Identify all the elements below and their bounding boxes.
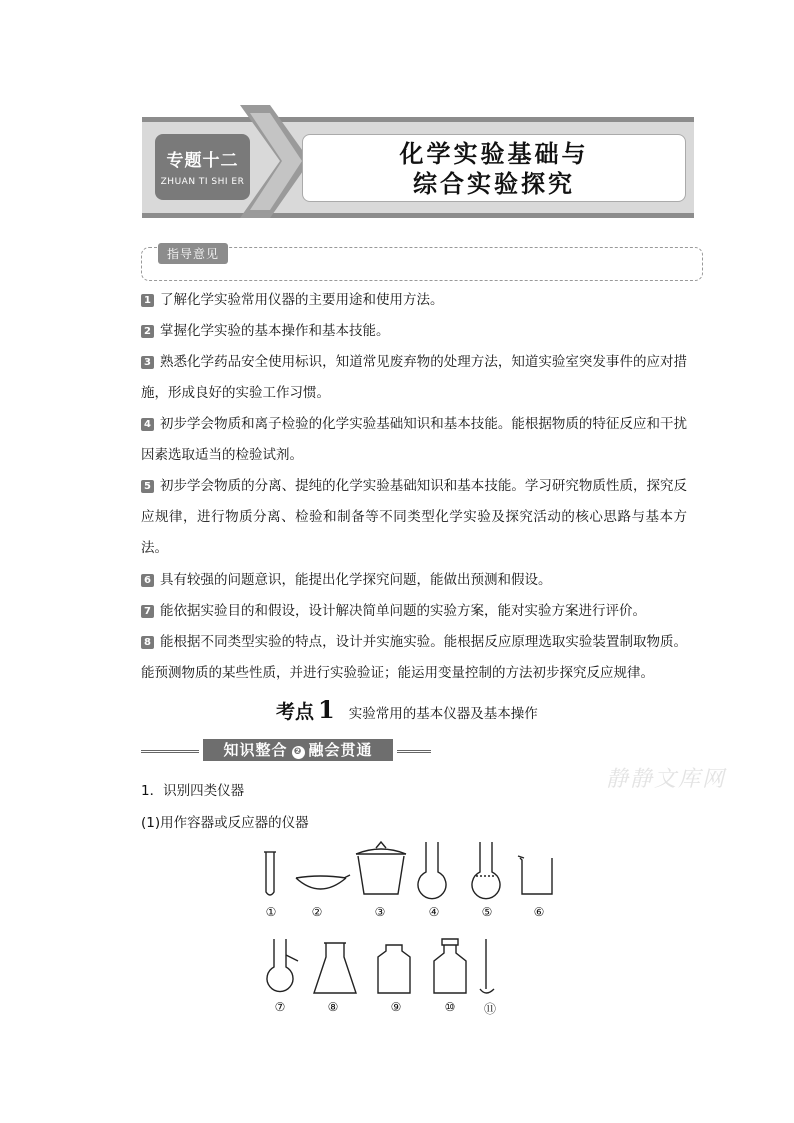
beaker-icon bbox=[518, 856, 552, 894]
guidance-item-1 bbox=[141, 285, 687, 316]
section-rule-right bbox=[397, 750, 431, 753]
chevron-arrow-icon bbox=[240, 105, 310, 218]
instrument-label: ② bbox=[311, 905, 323, 919]
chapter-title-line1: 化学实验基础与 bbox=[399, 140, 589, 168]
wide-mouth-bottle-icon bbox=[378, 945, 410, 993]
item-number-badge: 5 bbox=[141, 480, 154, 493]
section-title-box bbox=[203, 739, 393, 761]
kaodian-number: 1 bbox=[318, 695, 335, 724]
guidance-item-4 bbox=[141, 409, 687, 471]
section-bar bbox=[141, 737, 431, 765]
section-separator-icon: ❷ bbox=[292, 746, 305, 759]
test-tube-icon bbox=[264, 852, 276, 895]
guidance-item-text: 具有较强的问题意识，能提出化学探究问题，能做出预测和假设。 bbox=[160, 572, 552, 588]
banner-bottom-stripe bbox=[142, 213, 694, 218]
chapter-title-line2: 综合实验探究 bbox=[413, 170, 575, 198]
item-number-badge: 7 bbox=[141, 605, 154, 618]
kaodian-title: 实验常用的基本仪器及基本操作 bbox=[348, 706, 538, 722]
guidance-item-3 bbox=[141, 347, 687, 409]
guidance-item-2 bbox=[141, 316, 687, 347]
instrument-drawings-row1 bbox=[258, 840, 568, 905]
volumetric-flask-icon bbox=[472, 842, 500, 899]
item-number-badge: 2 bbox=[141, 325, 154, 338]
guidance-item-text: 掌握化学实验的基本操作和基本技能。 bbox=[160, 323, 390, 339]
heading-identify-instruments: 1．识别四类仪器 bbox=[141, 783, 245, 799]
kaodian-heading bbox=[276, 695, 538, 724]
item-number-badge: 6 bbox=[141, 574, 154, 587]
instrument-label: ⑦ bbox=[274, 1000, 286, 1014]
guidance-item-8 bbox=[141, 627, 687, 689]
topic-pinyin: ZHUAN TI SHI ER bbox=[160, 177, 245, 187]
guidance-item-6 bbox=[141, 565, 687, 596]
instrument-label: ⑩ bbox=[444, 1000, 456, 1014]
topic-box bbox=[155, 134, 250, 200]
guidance-item-text: 熟悉化学药品安全使用标识，知道常见废弃物的处理方法，知道实验室突发事件的应对措施，形成良好的实验工作习惯。 bbox=[141, 354, 687, 401]
item-number-badge: 8 bbox=[141, 636, 154, 649]
item-number-badge: 4 bbox=[141, 418, 154, 431]
guidance-item-5 bbox=[141, 471, 687, 564]
kaodian-label: 考点 bbox=[276, 701, 315, 723]
instrument-label: ① bbox=[265, 905, 277, 919]
section-title-part1: 知识整合 bbox=[223, 741, 288, 759]
combustion-spoon-icon bbox=[480, 939, 494, 993]
guidance-item-text: 能依据实验目的和假设，设计解决简单问题的实验方案，能对实验方案进行评价。 bbox=[160, 603, 646, 619]
instrument-drawings-row2 bbox=[258, 935, 508, 997]
instrument-label: ⑥ bbox=[533, 905, 545, 919]
guidance-item-text: 初步学会物质的分离、提纯的化学实验基础知识和基本技能。学习研究物质性质，探究反应规律，进行物质分离、检验和制备等不同类型化学实验及探究活动的核心思路与基本方法。 bbox=[141, 478, 687, 556]
round-bottom-flask-icon bbox=[418, 842, 446, 899]
chapter-title-box bbox=[302, 134, 686, 202]
item-number-badge: 1 bbox=[141, 294, 154, 307]
conical-flask-icon bbox=[314, 943, 356, 993]
evaporating-dish-icon bbox=[296, 875, 350, 889]
instrument-label: ④ bbox=[428, 905, 440, 919]
instrument-label: ⑧ bbox=[327, 1000, 339, 1014]
guidance-item-text: 初步学会物质和离子检验的化学实验基础知识和基本技能。能根据物质的特征反应和干扰因素选取适当的检验试剂。 bbox=[141, 416, 687, 463]
banner-top-stripe bbox=[142, 117, 694, 122]
crucible-icon bbox=[356, 842, 406, 894]
guidance-item-text: 能根据不同类型实验的特点，设计并实施实验。能根据反应原理选取实验装置制取物质。能预测物质的某些性质，并进行实验验证；能运用变量控制的方法初步探究反应规律。 bbox=[141, 634, 687, 681]
topic-title: 专题十二 bbox=[166, 151, 239, 171]
watermark: 静静文库网 bbox=[606, 767, 727, 792]
instrument-label: ③ bbox=[374, 905, 386, 919]
instrument-label: ⑨ bbox=[390, 1000, 402, 1014]
item-number-badge: 3 bbox=[141, 356, 154, 369]
guidance-item-7 bbox=[141, 596, 687, 627]
reagent-bottle-icon bbox=[434, 939, 466, 993]
section-title-part2: 融会贯通 bbox=[308, 741, 373, 759]
section-rule-left bbox=[141, 750, 199, 753]
guidance-item-text: 了解化学实验常用仪器的主要用途和使用方法。 bbox=[160, 292, 444, 308]
guidance-label: 指导意见 bbox=[158, 243, 228, 264]
subheading-containers: (1)用作容器或反应器的仪器 bbox=[141, 815, 309, 831]
instrument-label: ⑪ bbox=[483, 1002, 496, 1016]
instrument-label: ⑤ bbox=[481, 905, 493, 919]
distillation-flask-icon bbox=[267, 939, 298, 992]
